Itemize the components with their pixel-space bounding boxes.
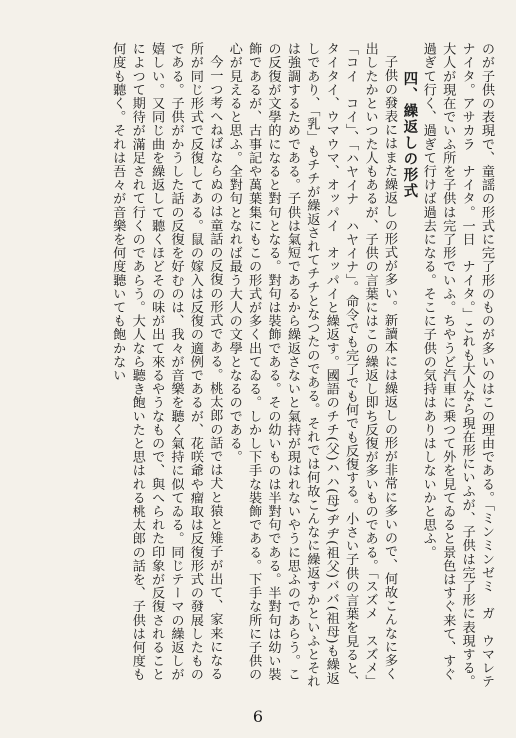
section-heading: 四、繰返しの形式: [401, 71, 418, 199]
paragraph-fairy-tale: 今一つ考へねばならぬのは童話の反復の形式である。桃太郎の話では犬と猿と雉子が出て、家来になる所が同じ形式で反復してある。鼠の嫁入は反復の適例であるが、花咲爺や瘤取は反復形式の發展したものである。子供がかうした話の反復を好むのは、我々が音樂を聽く氣持に似てゐる。同じテーマの繰返しが嬉しい。又同じ曲を繰返して聽くほどその味が出て來るやうなもので、與へられた印象が反復されることによつて期待が滿足されて行くのであらう。大人なら聽き飽いたと思はれる桃太郎の話を、子供は何度も何度も聽く。それは吾々が音樂を何度聽いても飽かない: [110, 42, 223, 682]
paragraph-repetition: 子供の發表にはまた繰返しの形式が多い。新讀本には繰返しの形が非常に多いので、何故こんなに多く出したかといつた人もあるが、子供の言葉にはこの繰返し即ち反復が多いものである。「スズメ スズメ」「コイ コイ」、「ハヤイナ ハヤイナ」。命令でも完了でも何でも反復する。小さい子供の言葉を見ると、タイタイ、ウマウマ、オッパイ オッパイと繰返す。國語のチチ(父)ハハ(母)ヂヂ(祖父)ババ(祖母)も繰返しであり、「乳」もチチが繰返されてチチとなつたのである。それでは何故こんなに繰返すかといふとそれは強調するためである。子供は氣短であるから繰返さないと氣持が現はれないやうに思ふのであらう。この反復が文學的になると對句となる。對句は裝飾である。その幼いものは半對句である。半對句は幼い裝飾であるが、古事記や萬葉集にもこの形式が多く出てゐる。しかし下手な裝飾である。下手な所に子供の心が見えると思ふ。全對句となれば最う大人の文學となるのである。: [226, 42, 397, 689]
page-number: 6: [252, 707, 264, 726]
paragraph-intro: のが子供の表現で、童謡の形式に完了形のものが多いのはこの理由である。「ミンミンゼミ ガ ウマレテ ナイタ。アサカラ ナイタ。一日 ナイタ。」これも大人なら現在形にいふが、子供は完了形に表現する。大人が現在でいふ所を子供は完了形でいふ。ちやうど汽車に乗つて外を見てゐると景色はすぐ来て、すぐ過ぎて行く、過ぎて行けば過去になる。そこに子供の気持はありはしないかと思ふ。: [420, 42, 494, 702]
vertical-text-body: [22, 42, 496, 702]
